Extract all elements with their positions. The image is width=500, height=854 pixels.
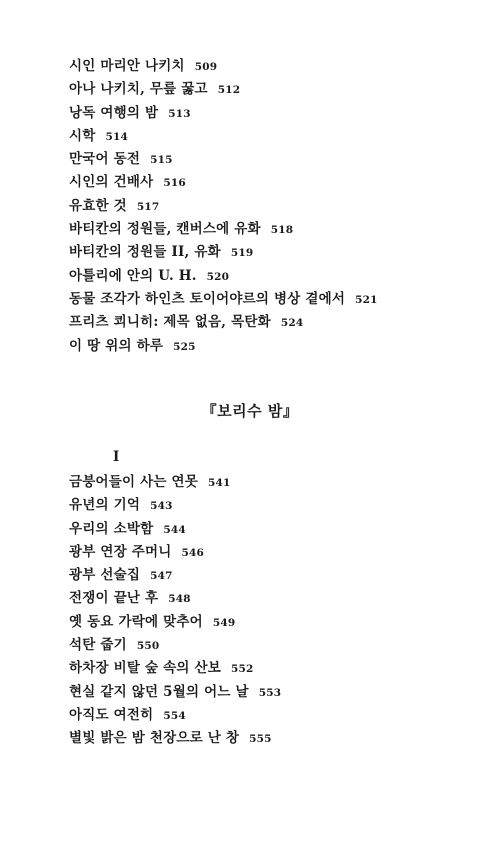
toc-entry	[69, 55, 378, 78]
toc-entry-page-number: 541	[207, 477, 231, 489]
toc-entry-page-number: 546	[181, 546, 205, 559]
toc-entry-title: 유효한 것	[69, 197, 127, 214]
toc-entry-title: 별빛 밝은 밤 천장으로 난 창	[69, 730, 240, 747]
toc-entry-title: 시인의 건배사	[69, 174, 154, 191]
toc-entry-page-number: 521	[355, 293, 378, 306]
toc-entry-page-number: 544	[163, 523, 186, 536]
toc-entry-title: 석탄 줍기	[69, 637, 127, 654]
toc-entry-page-number: 513	[168, 107, 191, 120]
toc-entry-page-number: 516	[163, 177, 186, 190]
toc-entry-page-number: 550	[136, 640, 160, 653]
toc-entry-page-number: 515	[150, 154, 173, 167]
toc-entry	[69, 171, 378, 194]
toc-entry	[69, 657, 281, 680]
toc-entry-title: 프리츠 쾨니히: 제목 없음, 목탄화	[69, 314, 271, 331]
toc-entry-page-number: 554	[163, 709, 186, 722]
toc-entry-title: 이 땅 위의 하루	[69, 337, 164, 354]
toc-entry-page-number: 512	[217, 84, 241, 97]
toc-entry-title: 하차장 비탈 숲 속의 산보	[69, 660, 222, 677]
toc-entry-page-number: 525	[173, 340, 196, 353]
toc-entry	[69, 518, 281, 541]
toc-entry-page-number: 549	[212, 616, 236, 629]
part-numeral: I	[113, 449, 120, 465]
toc-entry-page-number: 543	[150, 500, 173, 513]
toc-entry	[69, 148, 378, 171]
toc-entry	[69, 681, 281, 704]
toc-entry-title: 광부 연장 주머니	[69, 543, 172, 560]
toc-entry-page-number: 552	[231, 663, 254, 676]
toc-entry-title: 만국어 동전	[69, 151, 141, 168]
toc-entry	[69, 471, 281, 494]
toc-entry	[69, 335, 378, 358]
toc-entry	[69, 265, 378, 288]
toc-entry-title: 시인 마리안 나키치	[69, 58, 185, 74]
toc-entry-page-number: 553	[258, 686, 282, 699]
toc-entry-page-number: 509	[194, 61, 218, 73]
toc-entry	[69, 288, 378, 311]
toc-entry	[69, 494, 281, 517]
toc-entry	[69, 727, 281, 750]
toc-entry	[69, 311, 378, 334]
toc-entry-title: 바티칸의 정원들 II, 유화	[69, 244, 221, 261]
toc-entry	[69, 634, 281, 657]
toc-entry	[69, 587, 281, 610]
toc-entry	[69, 195, 378, 218]
toc-entry-title: 아나 나키치, 무릎 꿇고	[69, 81, 208, 98]
toc-entry	[69, 78, 378, 101]
toc-entry-page-number: 524	[280, 317, 304, 330]
toc-entry-page-number: 547	[150, 570, 173, 583]
toc-entry	[69, 241, 378, 264]
toc-entry-title: 시학	[69, 127, 96, 144]
toc-entry-page-number: 520	[206, 270, 230, 283]
toc-entry-title: 전쟁이 끝난 후	[69, 590, 159, 607]
toc-entry-page-number: 548	[168, 593, 191, 606]
toc-entry	[69, 564, 281, 587]
toc-entry-title: 우리의 소박함	[69, 520, 154, 537]
toc-entry	[69, 218, 378, 241]
toc-entry-title: 현실 같지 않던 5월의 어느 날	[69, 683, 249, 700]
toc-entry-title: 아틀리에 안의 U. H.	[69, 267, 197, 284]
toc-entry	[69, 102, 378, 125]
toc-list-part-two	[69, 471, 281, 751]
toc-entry	[69, 125, 378, 148]
toc-entry	[69, 704, 281, 727]
toc-entry	[69, 541, 281, 564]
toc-entry-page-number: 517	[136, 200, 160, 213]
toc-entry-title: 아직도 여전히	[69, 706, 154, 723]
toc-entry-page-number: 518	[270, 224, 294, 237]
toc-entry-title: 금붕어들이 사는 연못	[69, 474, 198, 490]
toc-entry-page-number: 519	[230, 247, 254, 260]
toc-entry-title: 바티칸의 정원들, 캔버스에 유화	[69, 221, 261, 238]
toc-entry-title: 옛 동요 가락에 맞추어	[69, 613, 203, 630]
toc-entry-title: 동물 조각가 하인츠 토이어야르의 병상 곁에서	[69, 290, 346, 307]
toc-entry-page-number: 555	[249, 733, 272, 746]
section-heading: 『보리수 밤』	[201, 402, 299, 420]
toc-list-part-one	[69, 55, 378, 358]
toc-entry	[69, 611, 281, 634]
toc-entry-page-number: 514	[105, 130, 129, 143]
toc-entry-title: 광부 선술집	[69, 567, 141, 584]
toc-entry-title: 유년의 기억	[69, 497, 141, 514]
toc-entry-title: 낭독 여행의 밤	[69, 104, 159, 121]
